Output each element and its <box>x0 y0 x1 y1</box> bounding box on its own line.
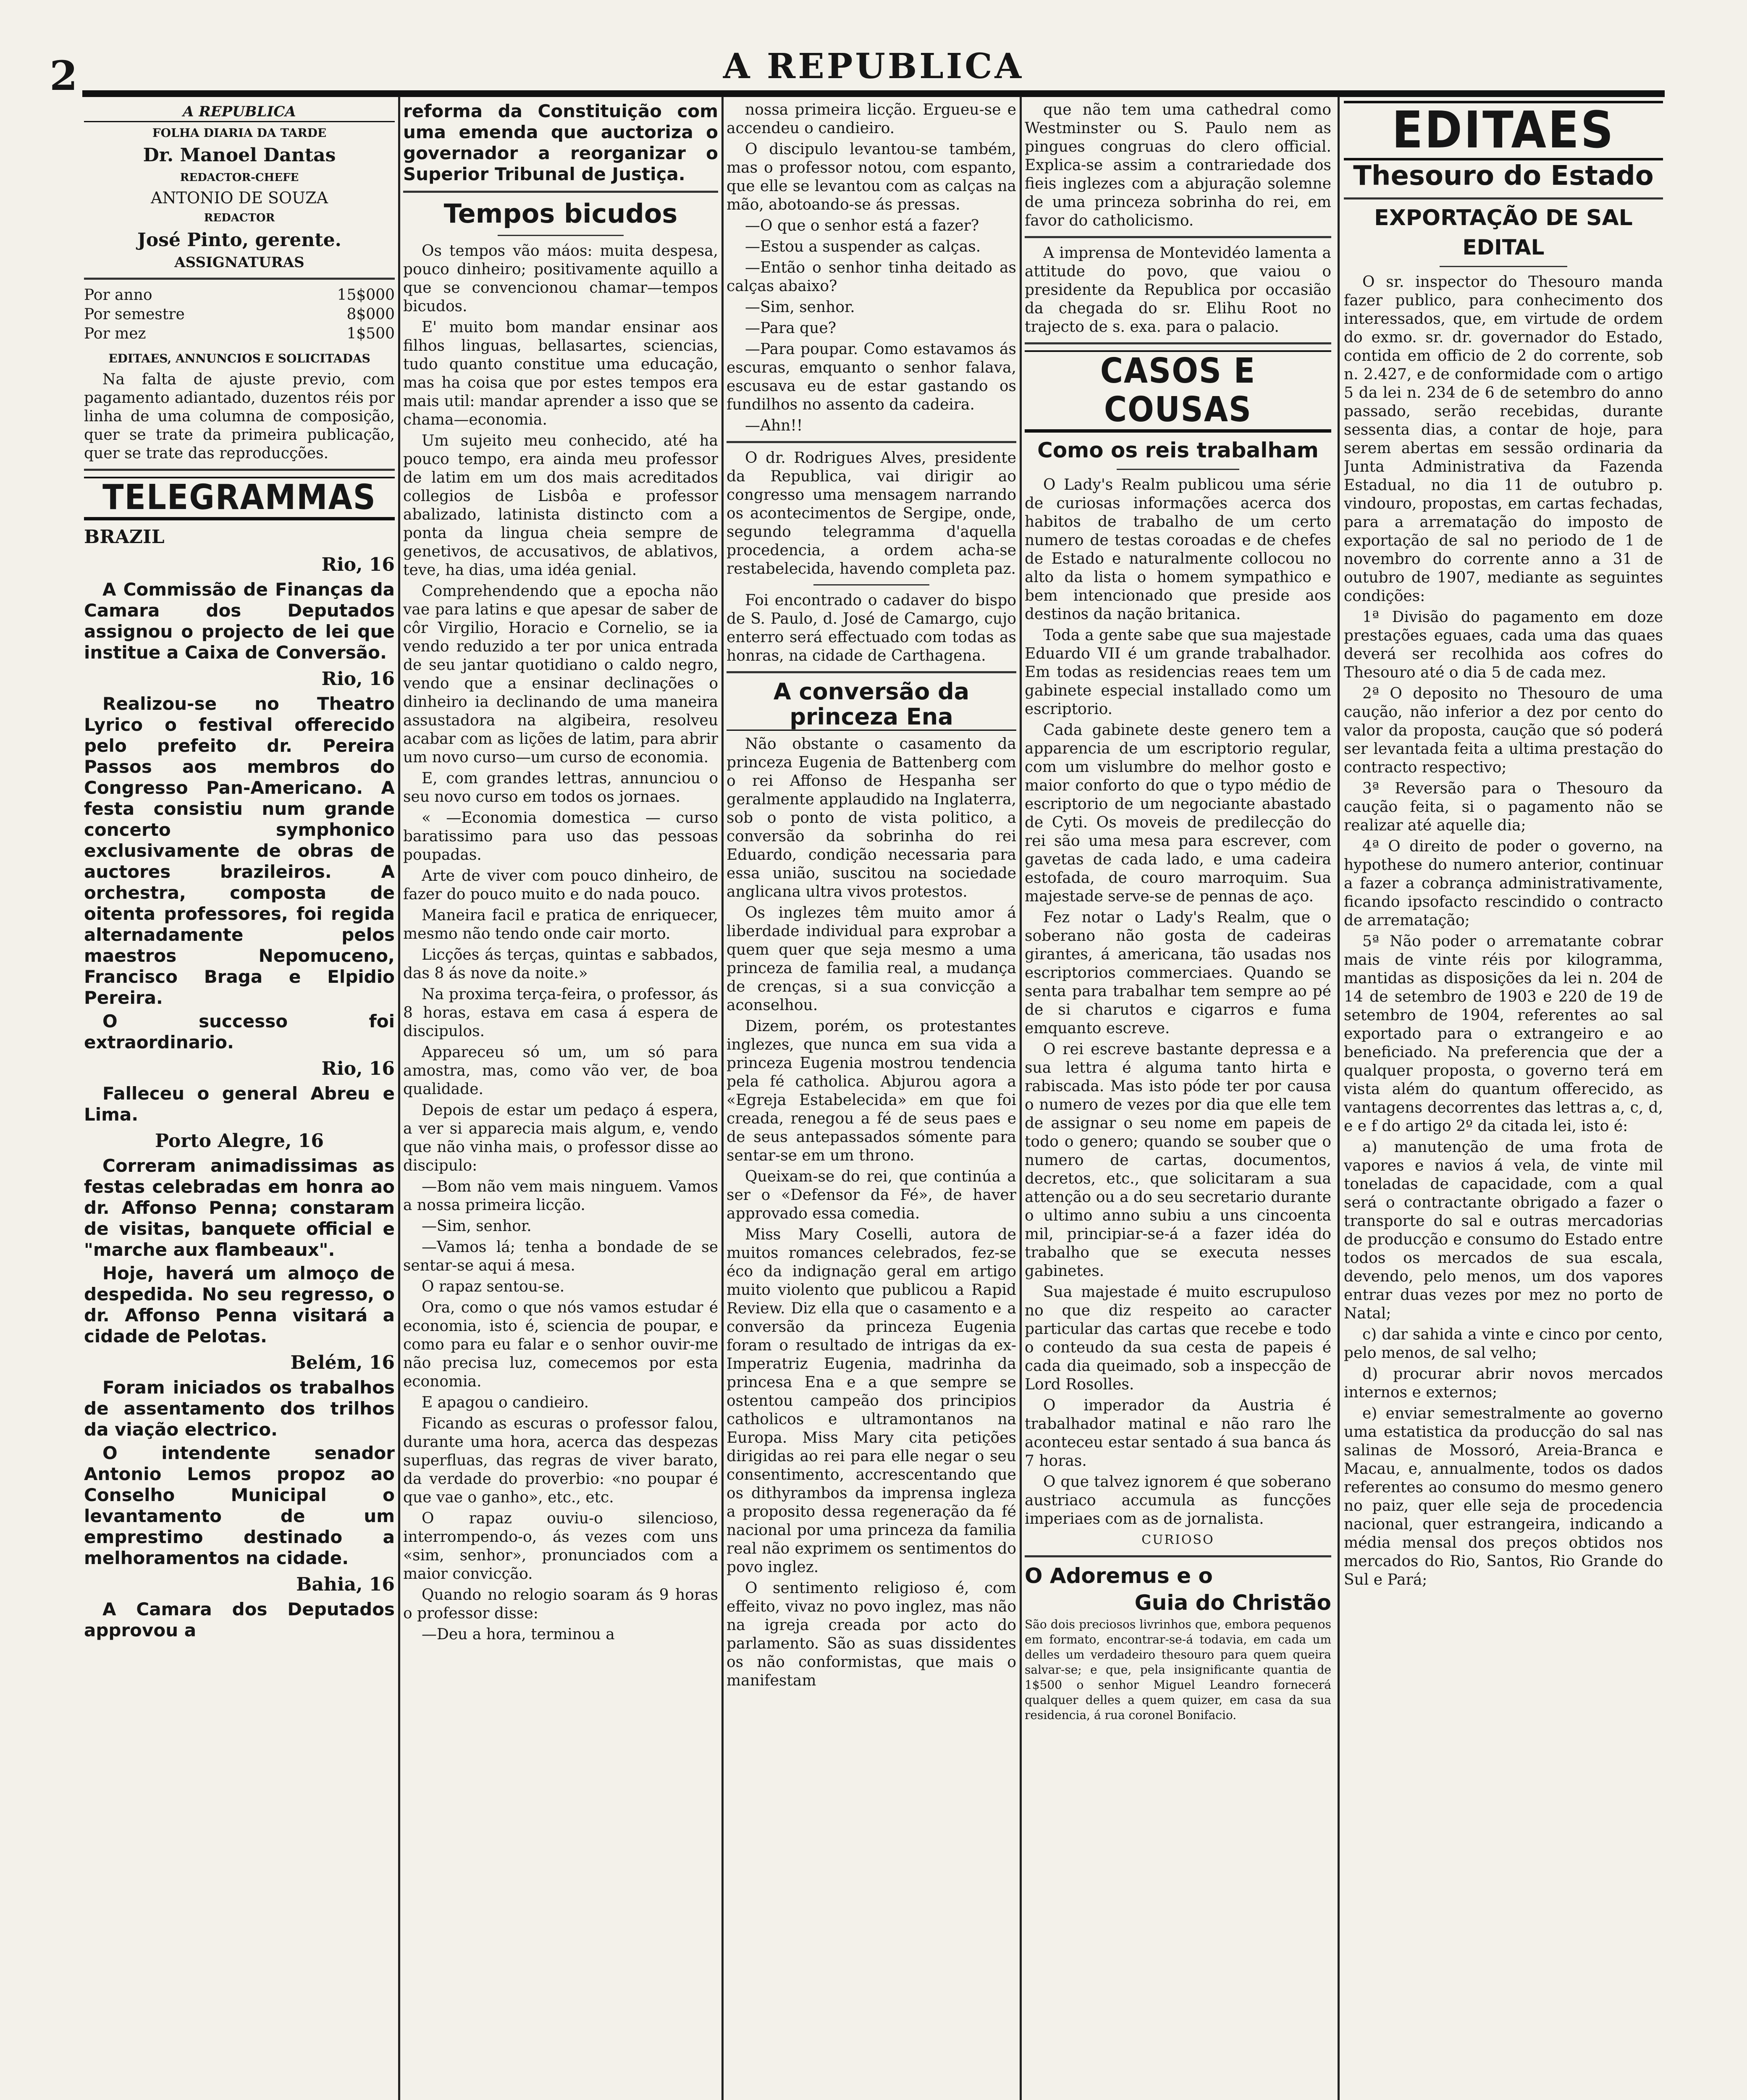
article-paragraph: E' muito bom mandar ensinar aos filhos linguas, bellasartes, sciencias, tudo quanto constitue uma educação, mas ha coisa que por estes tempos era mais util: mandar aprender a isso que se chama—economia. <box>403 319 718 428</box>
editais-text: Na falta de ajuste previo, com pagamento adiantado, duzentos réis por linha de uma columna de composição, quer se trate da primeira publicação, quer se trate das reproducções. <box>84 371 395 462</box>
ena-title: A conversão da princeza Ena <box>727 679 1016 731</box>
column-4 <box>1025 101 1331 2100</box>
article-paragraph: O discipulo levantou-se também, mas o professor notou, com espanto, que elle se levantou com as calças na mão, abotoando-se ás pressas. <box>727 141 1016 213</box>
article-paragraph: —Vamos lá; tenha a bondade de se sentar-se aqui á mesa. <box>403 1239 718 1274</box>
divider <box>1025 236 1331 238</box>
ena-paragraph: Miss Mary Coselli, autora de muitos romances celebrados, fez-se éco da indignação geral em artigo muito violento que publicou a Rapid Review. Diz ella que o casamento e a conversão da princeza Eugenia foram o resultado de intrigas da ex-Imperatriz Eugenia, madrinha da princesa Ena e a que sempre se ostentou campeão dos principios catholicos e ultramontanos na Europa. Miss Mary cita petições dirigidas ao rei para elle negar o seu consentimento, accrescentando que os dithyrambos da imprensa ingleza a proposito dessa regeneração da fé nacional por uma princeza da familia real não exprimem os sentimentos do povo inglez. <box>727 1226 1016 1576</box>
column-divider <box>398 97 400 2100</box>
edital-paragraph: 3ª Reversão para o Thesouro da caução feita, si o pagamento não se realizar até aquelle dia; <box>1344 780 1663 834</box>
ena-paragraph: O sentimento religioso é, com effeito, vivaz no povo inglez, mas não na igreja creada por acto do parlamento. São as suas dissidentes os não conformistas, que mais o manifestam <box>727 1580 1016 1689</box>
masthead-editor-role: REDACTOR-CHEFE <box>180 171 299 184</box>
ad-text: São dois preciosos livrinhos que, embora pequenos em formato, encontrar-se-á todavia, em cada um delles um verdadeiro thesouro para quem queira salvar-se; e que, pela insignificante quantia de 1$500 o senhor Miguel Leandro fornecerá qualquer delles a quem quizer, em casa da sua residencia, á rua coronel Bonifacio. <box>1025 1617 1331 1722</box>
telegram-text: Correram animadissimas as festas celebradas em honra ao dr. Affonso Penna; constaram de visitas, banquete official e "marche aux flambeaux". <box>84 1155 395 1260</box>
telegram-text: Foram iniciados os trabalhos de assentamento dos trilhos da viação electrico. <box>84 1377 395 1440</box>
casos-title: CASOS E COUSAS <box>1025 350 1331 433</box>
article-paragraph: —Sim, senhor. <box>422 1218 532 1235</box>
top-rule <box>82 90 1665 97</box>
article-paragraph: Ora, como o que nós vamos estudar é economia, isto é, sciencia de poupar, e como para eu falar e o senhor ouvir-me não precisa luz, comecemos por esta economia. <box>403 1299 718 1390</box>
ad-title-1: O Adoremus e o <box>1025 1564 1213 1588</box>
price-value: 8$000 <box>346 306 395 323</box>
divider <box>84 278 395 280</box>
column-5 <box>1344 101 1663 2100</box>
reis-paragraph: O Lady's Realm publicou uma série de curiosas informações acerca dos habitos de trabalho de um certo numero de testas coroadas e de chefes de Estado e naturalmente collocou no alto da lista o homem sympathico e bem intencionado que preside aos destinos da nação britanica. <box>1025 476 1331 623</box>
telegram-text: O successo foi extraordinario. <box>84 1011 395 1053</box>
article-paragraph: Os tempos vão máos: muita despesa, pouco dinheiro; positivamente aquillo a que se convencionou chamar—tempos bicudos. <box>403 242 718 315</box>
price-label: Por mez <box>84 325 146 342</box>
editais-heading: EXPORTAÇÃO DE SAL <box>1374 205 1633 231</box>
divider <box>727 441 1016 443</box>
price-row <box>84 305 395 324</box>
telegram-text: O intendente senador Antonio Lemos propoz ao Conselho Municipal o levantamento de um emprestimo destinado a melhoramentos na cidade. <box>84 1443 395 1568</box>
article-paragraph: Comprehendendo que a epocha não vae para latins e que apesar de saber de côr Virgilio, Horacio e Cornelio, se ia vendo reduzido a ter por unica entrada de seu jantar quotidiano o caldo negro, vendo que a ensinar declinações o dinheiro ia declinando de uma maneira assustadora na algibeira, resolveu acabar com as lições de latim, para abrir um novo curso—um curso de economia. <box>403 583 718 766</box>
ena-paragraph: Dizem, porém, os protestantes inglezes, que nunca em sua vida a princeza Eugenia mostrou tendencia pela fé catholica. Abjurou agora a «Egreja Estabelecida» em que foi creada, renegou a fé de seus paes e de seus antepassados sómente para sentar-se em um throno. <box>727 1018 1016 1164</box>
signature: CURIOSO <box>1141 1533 1215 1547</box>
article-paragraph: —Deu a hora, terminou a <box>422 1626 615 1643</box>
article-paragraph: Ficando as escuras o professor falou, durante uma hora, acerca das despezas superfluas, das regras de viver barato, da verdade do proverbio: «no poupar é que vae o ganho», etc., etc. <box>403 1415 718 1506</box>
telegram-country: BRAZIL <box>84 526 165 548</box>
article-paragraph: Quando no relogio soaram ás 9 horas o professor disse: <box>403 1586 718 1622</box>
editais-subtitle: Thesouro do Estado <box>1353 160 1654 192</box>
telegram-text: A Camara dos Deputados approvou a <box>84 1599 395 1641</box>
article-paragraph: Appareceu só um, um só para amostra, mas, como vão ver, de boa qualidade. <box>403 1044 718 1098</box>
telegram-place: Porto Alegre, 16 <box>155 1130 324 1152</box>
reis-paragraph: O imperador da Austria é trabalhador matinal e não raro lhe aconteceu estar sentado á sua banca ás 7 horas. <box>1025 1397 1331 1470</box>
article-paragraph: Na proxima terça-feira, o professor, ás 8 horas, estava em casa á espera de discipulos. <box>403 986 718 1040</box>
edital-paragraph: d) procurar abrir novos mercados internos e externos; <box>1344 1365 1663 1401</box>
masthead-redactor-role: REDACTOR <box>204 212 275 224</box>
masthead-redactor: ANTONIO DE SOUZA <box>150 189 328 207</box>
telegram-text: Realizou-se no Theatro Lyrico o festival offerecido pelo prefeito dr. Pereira Passos aos membros do Congresso Pan-Americano. A festa consistiu num grande concerto symphonico exclusivamente de obras de auctores brazileiros. A orchestra, composta de oitenta professores, foi regida alternadamente pelos maestros Nepomuceno, Francisco Braga e Elpidio Pereira. <box>84 693 395 1008</box>
ad-title-2: Guia do Christão <box>1134 1591 1331 1615</box>
continuation-text: reforma da Constituição com uma emenda que auctoriza o governador a reorganizar o Superior Tribunal de Justiça. <box>403 101 718 184</box>
news-paragraph: O dr. Rodrigues Alves, presidente da Republica, vai dirigir ao congresso uma mensagem narrando os acontecimentos de Sergipe, onde, segundo telegramma d'aquella procedencia, a ordem acha-se restabelecida, havendo completa paz. <box>727 449 1016 578</box>
telegram-text: Falleceu o general Abreu e Lima. <box>84 1083 395 1125</box>
divider <box>1344 197 1663 200</box>
masthead-editor: Dr. Manoel Dantas <box>143 144 336 166</box>
article-paragraph: —Para que? <box>745 320 837 337</box>
telegram-text: Hoje, haverá um almoço de despedida. No seu regresso, o dr. Affonso Penna visitará a cidade de Pelotas. <box>84 1263 395 1347</box>
edital-paragraph: 1ª Divisão do pagamento em doze prestações eguaes, cada uma das quaes deverá ser recolhida aos cofres do Thesouro até o dia 5 de cada mez. <box>1344 609 1663 681</box>
edital-paragraph: 4ª O direito de poder o governo, na hypothese do numero anterior, continuar a fazer a cobrança administrativamente, ficando ipsofacto rescindido o contracto de arrematação; <box>1344 838 1663 929</box>
ena-paragraph: Queixam-se do rei, que continúa a ser o «Defensor da Fé», de haver approvado essa comedia. <box>727 1168 1016 1222</box>
edital-label: EDITAL <box>1462 235 1545 260</box>
telegram-place: Belém, 16 <box>290 1352 395 1373</box>
masthead-box <box>84 102 395 272</box>
column-divider <box>1338 97 1340 2100</box>
news-paragraph: A imprensa de Montevidéo lamenta a attitude do povo, que vaiou o presidente da Republica por occasião da chegada do sr. Elihu Root no trajecto de s. exa. para o palacio. <box>1025 244 1331 336</box>
reis-paragraph: Sua majestade é muito escrupuloso no que diz respeito ao caracter particular das cartas que recebe e todo o conteudo da sua cesta de papeis é cada dia queimado, sob a inspecção de Lord Rosolles. <box>1025 1284 1331 1393</box>
article-paragraph: Depois de estar um pedaço á espera, a ver si apparecia mais algum, e, vendo que não vinha mais, o professor disse ao discipulo: <box>403 1102 718 1174</box>
edital-paragraph: a) manutenção de uma frota de vapores e navios á vela, de vinte mil toneladas de capacidade, com a qual será o contractante obrigado a fazer o transporte do sal e outras mercadorias de producção e consumo do Estado entre todos os mercados de sua escala, devendo, pelo menos, um dos vapores entrar duas vezes por mez no porto de Natal; <box>1344 1139 1663 1322</box>
article-paragraph: —Sim, senhor. <box>745 299 855 316</box>
telegram-text: A Commissão de Finanças da Camara dos Deputados assignou o projecto de lei que institue a Caixa de Conversão. <box>84 579 395 663</box>
article-paragraph: Um sujeito meu conhecido, até ha pouco tempo, era ainda meu professor de latim em um dos mais acreditados collegios de Lisbôa e professor abalizado, latinista distincto com a ponta da lingua cheia sempre de genetivos, de accusativos, de ablativos, teve, ha dias, uma idéa genial. <box>403 432 718 579</box>
reis-paragraph: O que talvez ignorem é que soberano austriaco accumula as funcções imperiaes com as de jornalista. <box>1025 1473 1331 1528</box>
article-paragraph: O rapaz sentou-se. <box>422 1278 565 1295</box>
article-paragraph: —Estou a suspender as calças. <box>745 238 981 255</box>
divider <box>1025 1555 1331 1557</box>
masthead-folha: FOLHA DIARIA DA TARDE <box>152 126 327 140</box>
ena-paragraph: Os inglezes têm muito amor á liberdade individual para exprobar a quem quer que seja mesmo a uma princeza de familia real, a mudança de crenças, si a sua convicção a aconselhou. <box>727 904 1016 1014</box>
editais-title: EDITAES, ANNUNCIOS E SOLICITADAS <box>108 352 370 365</box>
price-row <box>84 286 395 305</box>
reis-paragraph: Toda a gente sabe que sua majestade Eduardo VII é um grande trabalhador. Em todas as residencias reaes tem um gabinete especial installado como um escriptorio. <box>1025 627 1331 718</box>
divider <box>84 469 395 471</box>
price-row <box>84 324 395 344</box>
divider <box>498 235 624 236</box>
article-paragraph: E apagou o candieiro. <box>422 1394 589 1411</box>
column-1 <box>84 101 395 2100</box>
article-paragraph: « —Economia domestica — curso baratissimo para uso das pessoas poupadas. <box>403 809 718 864</box>
reis-paragraph: Fez notar o Lady's Realm, que o soberano não gosta de cadeiras girantes, á americana, tão usadas nos escriptorios commerciaes. Quando se senta para trabalhar tem sempre ao pé de si charutos e cigarros e fuma emquanto escreve. <box>1025 909 1331 1037</box>
edital-paragraph: 5ª Não poder o arrematante cobrar mais de vinte réis por kilogramma, mantidas as disposições da lei n. 204 de 14 de setembro de 1903 e 220 de 19 de setembro de 1904, referentes ao sal exportado para o extrangeiro e ao beneficiado. Na preferencia que der a qualquer proposta, o governo terá em vista além do quantum offerecido, as vantagens decorrentes das lettras a, c, d, e e f do artigo 2º da citada lei, isto é: <box>1344 933 1663 1135</box>
masthead-manager: José Pinto, gerente. <box>137 229 341 251</box>
article-paragraph: Licções ás terças, quintas e sabbados, das 8 ás nove da noite.» <box>403 946 718 982</box>
telegram-place: Rio, 16 <box>321 1058 395 1079</box>
telegrams-title: TELEGRAMMAS <box>84 477 395 520</box>
reis-paragraph: Cada gabinete deste genero tem a apparencia de um escriptorio regular, com um vislumbre do melhor gosto e maior conforto do que o typo médio de escriptorio de um negociante abastado de Cyti. Os moveis de predilecção do rei são uma mesa para escrever, com gavetas de cada lado, e uma cadeira estofada, de couro marroquim. Sua majestade serve-se de pennas de aço. <box>1025 722 1331 905</box>
article-paragraph: nossa primeira licção. Ergueu-se e accendeu o candieiro. <box>727 101 1016 137</box>
column-2 <box>403 101 718 2100</box>
article-paragraph: E, com grandes lettras, annunciou o seu novo curso em todos os jornaes. <box>403 770 718 806</box>
divider <box>727 671 1016 673</box>
reis-title: Como os reis trabalham <box>1037 438 1319 462</box>
telegram-place: Bahia, 16 <box>296 1574 395 1595</box>
ena-paragraph: Não obstante o casamento da princeza Eugenia de Battenberg com o rei Affonso de Hespanha ser geralmente applaudido na Inglaterra, sob o ponto de vista politico, a conversão da sobrinha do rei Eduardo, condição necessaria para essa união, suscitou na sociedade anglicana ultra vivos protestos. <box>727 735 1016 900</box>
masthead-name: A REPUBLICA <box>84 102 395 122</box>
edital-paragraph: e) enviar semestralmente ao governo uma estatistica da producção do sal nas salinas de Mossoró, Areia-Branca e Macau, e, annualmente, todos os dados referentes ao consumo do mesmo genero no paiz, quer elle seja de procedencia nacional, quer estrangeira, indicando a média mensal dos preços obtidos nos mercados do Rio, Santos, Rio Grande do Sul e Pará; <box>1344 1405 1663 1588</box>
price-value: 15$000 <box>337 286 395 304</box>
article-paragraph: —O que o senhor está a fazer? <box>745 217 979 234</box>
article-paragraph: O rapaz ouviu-o silencioso, interrompendo-o, ás vezes com uns «sim, senhor», pronunciados com a maior convicção. <box>403 1510 718 1583</box>
article-title: Tempos bicudos <box>443 198 678 229</box>
news-paragraph: que não tem uma cathedral como Westminster ou S. Paulo nem as pingues congruas do clero official. Explica-se assim a contrariedade dos fieis inglezes com a abjuração solemne de uma princeza sobrinha do rei, em favor do catholicismo. <box>1025 101 1331 229</box>
telegram-place: Rio, 16 <box>321 554 395 575</box>
editais-section-title: EDITAES <box>1344 101 1663 160</box>
page-number: 2 <box>50 52 78 100</box>
divider <box>1117 469 1239 470</box>
article-paragraph: Arte de viver com pouco dinheiro, de fazer do pouco muito e do nada pouco. <box>403 867 718 903</box>
edital-paragraph: c) dar sahida a vinte e cinco por cento, pelo menos, de sal velho; <box>1344 1326 1663 1362</box>
article-paragraph: —Bom não vem mais ninguem. Vamos a nossa primeira licção. <box>403 1178 718 1214</box>
price-label: Por anno <box>84 286 152 304</box>
newspaper-title: A REPUBLICA <box>723 46 1024 87</box>
divider <box>813 584 929 585</box>
article-paragraph: —Ahn!! <box>745 417 803 434</box>
divider <box>1440 266 1567 267</box>
edital-paragraph: O sr. inspector do Thesouro manda fazer publico, para conhecimento dos interessados, que, em virtude de ordem do exmo. sr. dr. governador do Estado, contida em officio de 2 do corrente, sob n. 2.427, e de conformidade com o artigo 5 da lei n. 234 de 6 de setembro do anno passado, serão recebidas, durante sessenta dias, a contar de hoje, para serem abertas em sessão ordinaria da Junta Administrativa da Fazenda Estadual, no dia 11 de outubro p. vindouro, propostas, em cartas fechadas, para a arrematação do imposto de exportação de sal no periodo de 1 de novembro do corrente anno a 31 de outubro de 1907, mediante as seguintes condições: <box>1344 273 1663 605</box>
column-divider <box>1020 97 1022 2100</box>
article-paragraph: —Para poupar. Como estavamos ás escuras, emquanto o senhor falava, escusava eu de estar gastando os fundilhos no assento da cadeira. <box>727 341 1016 413</box>
news-paragraph: Foi encontrado o cadaver do bispo de S. Paulo, d. José de Camargo, cujo enterro será effectuado com todas as honras, na cidade de Carthagena. <box>727 592 1016 664</box>
divider <box>1025 342 1331 344</box>
column-3 <box>727 101 1016 2100</box>
divider <box>403 191 718 193</box>
article-paragraph: —Então o senhor tinha deitado as calças abaixo? <box>727 259 1016 295</box>
article-paragraph: Maneira facil e pratica de enriquecer, mesmo não tendo onde cair morto. <box>403 907 718 942</box>
edital-paragraph: 2ª O deposito no Thesouro de uma caução, não inferior a dez por cento do valor da proposta, caução que só poderá ser levantada feita a ultima prestação do contracto respectivo; <box>1344 685 1663 776</box>
price-value: 1$500 <box>346 325 395 342</box>
column-divider <box>721 97 724 2100</box>
subscriptions-title: ASSIGNATURAS <box>174 254 304 271</box>
price-label: Por semestre <box>84 306 185 323</box>
reis-paragraph: O rei escreve bastante depressa e a sua lettra é alguma tanto hirta e rabiscada. Mas isto póde ter por causa o numero de vezes por dia que elle tem de assignar o seu nome em papeis de todo o genero; quando se souber que o numero de cartas, documentos, decretos, etc., que solicitaram a sua attenção ou a do seu secretario durante o ultimo anno subiu a uns cincoenta mil, principiar-se-á a fazer idéa do trabalho que se executa nesses gabinetes. <box>1025 1041 1331 1280</box>
telegram-place: Rio, 16 <box>321 668 395 690</box>
